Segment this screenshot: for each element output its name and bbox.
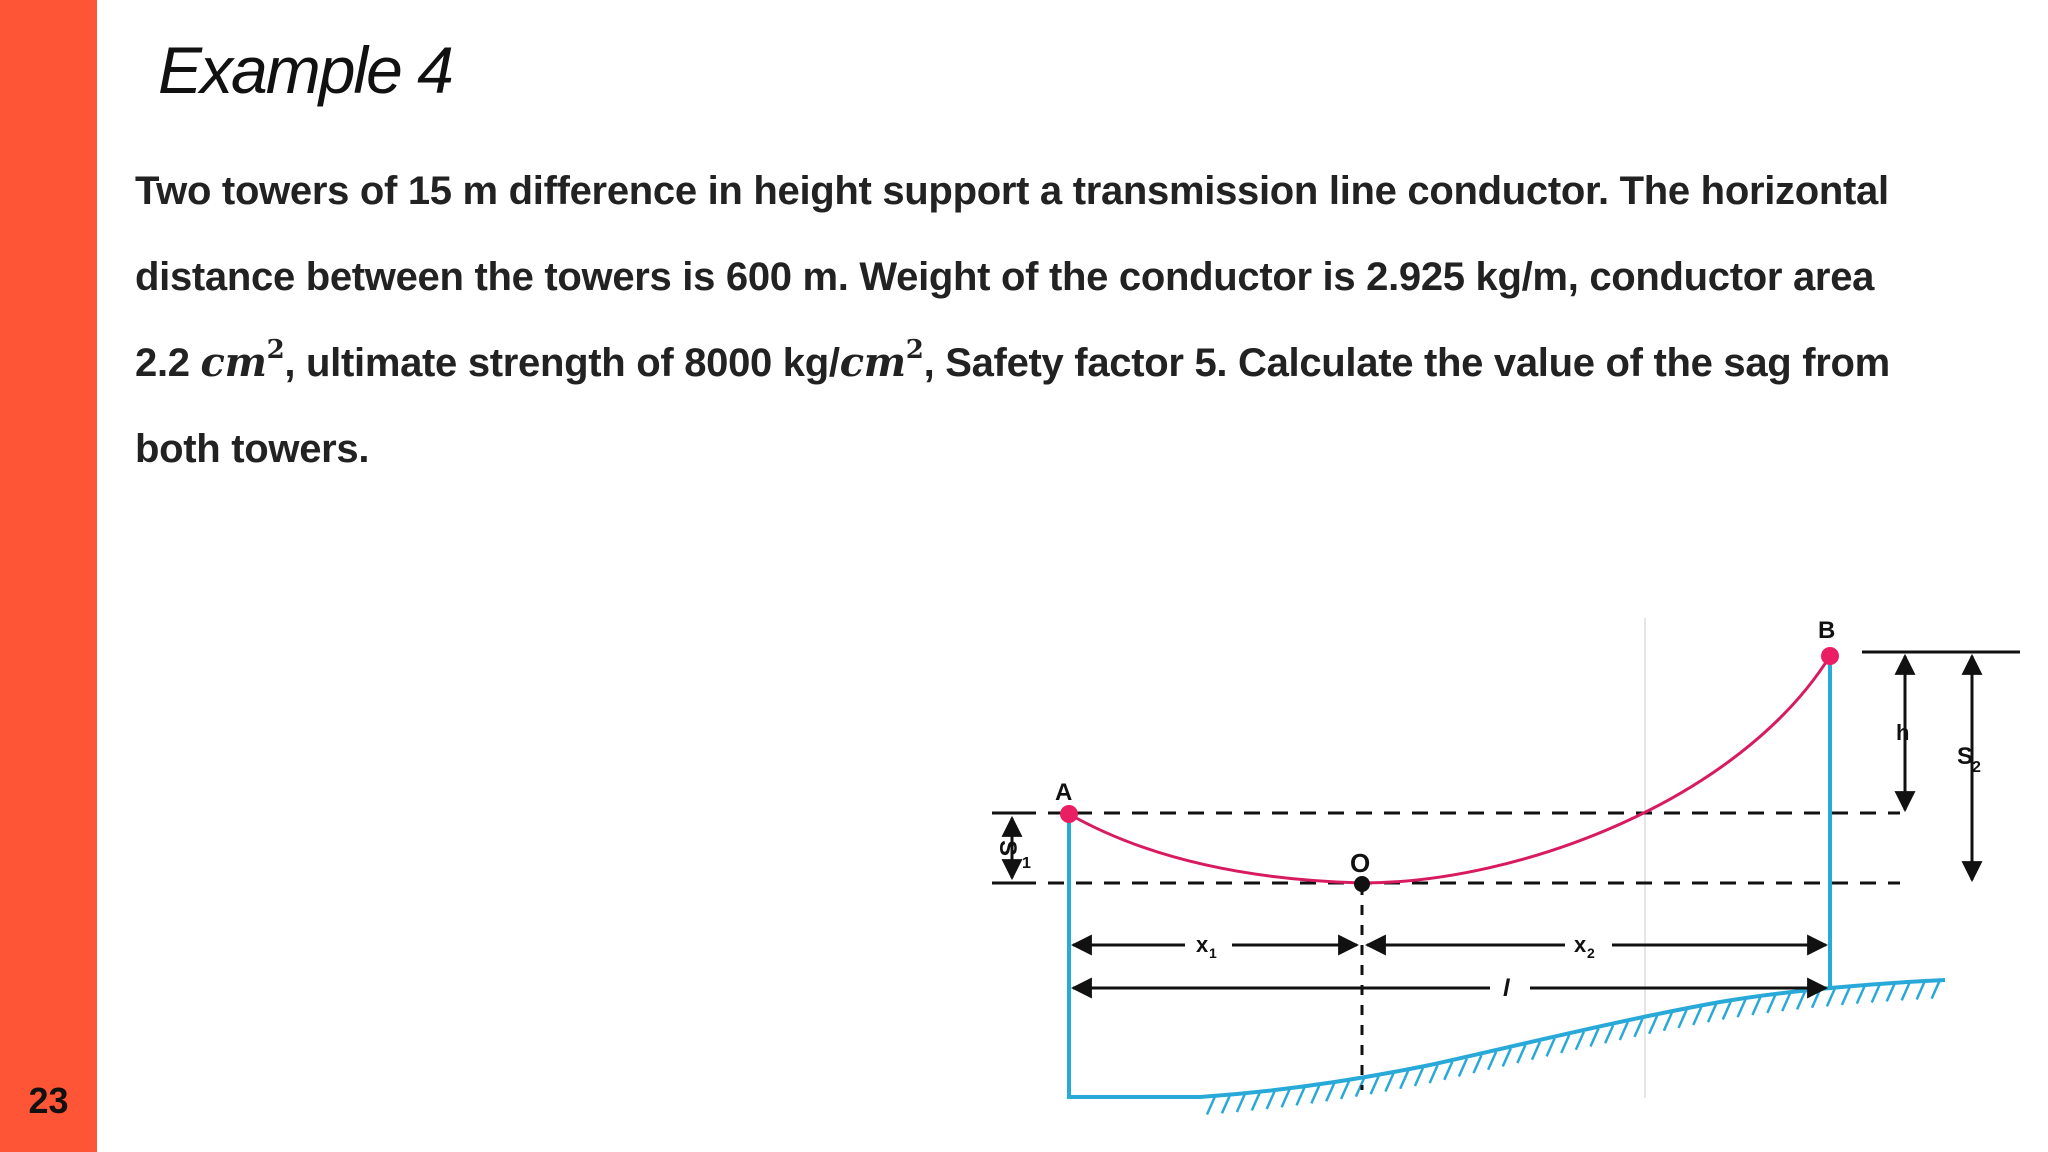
problem-line-3: [135, 320, 2015, 406]
strength-unit: $cm^2$: [839, 335, 924, 386]
ground-hatch-mark: [1797, 991, 1805, 1009]
ground-hatch-mark: [1738, 999, 1746, 1017]
problem-line-2: distance between the towers is 600 m. Weight of the conductor is 2.925 kg/m, conductor area: [135, 255, 1875, 299]
ground-hatch-mark: [1503, 1048, 1511, 1066]
label-o: O: [1350, 848, 1371, 878]
ground-hatch-mark: [1620, 1022, 1628, 1040]
strength-text: , ultimate strength of 8000 kg/: [284, 341, 840, 385]
ground-hatch-mark: [1237, 1094, 1245, 1112]
ground-hatch-mark: [1385, 1074, 1393, 1092]
ground-hatch-mark: [1932, 981, 1940, 999]
ground-hatch-mark: [1297, 1087, 1305, 1105]
area-unit: $cm^2$: [200, 335, 285, 386]
ground-hatch-mark: [1547, 1038, 1555, 1056]
ground-hatch-mark: [1517, 1045, 1525, 1063]
slide-accent-bar: [0, 0, 97, 1152]
safety-text: , Safety factor 5. Calculate the value of the sag from: [923, 341, 1890, 385]
ground-hatch-mark: [1827, 988, 1835, 1006]
ground-hatch-mark: [1723, 1002, 1731, 1020]
label-x1: x: [1196, 932, 1209, 957]
label-s1-sub: 1: [1022, 855, 1031, 872]
label-s2: S: [1957, 743, 1974, 770]
ground-hatch-mark: [1902, 982, 1910, 1000]
slide-number: 23: [28, 1080, 69, 1121]
label-x1-sub: 1: [1209, 945, 1217, 961]
problem-line-1: Two towers of 15 m difference in height support a transmission line conductor. The horizontal: [135, 169, 1889, 213]
ground-hatch-mark: [1532, 1042, 1540, 1060]
sag-diagram: [980, 600, 2020, 1120]
ground-hatch-mark: [1591, 1028, 1599, 1046]
ground-hatch-mark: [1872, 984, 1880, 1002]
label-x2-sub: 2: [1587, 945, 1595, 961]
ground-hatch-mark: [1415, 1068, 1423, 1086]
problem-statement: [135, 148, 2015, 492]
conductor-curve: [1069, 656, 1830, 883]
ground-hatch-mark: [1767, 995, 1775, 1013]
ground-hatch-mark: [1341, 1081, 1349, 1099]
label-x2: x: [1574, 932, 1587, 957]
slide-title: Example 4: [158, 33, 452, 107]
ground-hatch-mark: [1488, 1052, 1496, 1070]
label-h: h: [1896, 720, 1910, 745]
ground-hatch-mark: [1459, 1058, 1467, 1076]
problem-line-4: both towers.: [135, 427, 370, 471]
ground-hatch-mark: [1887, 983, 1895, 1001]
svg-text:S: S: [994, 840, 1021, 857]
ground-hatch-mark: [1371, 1076, 1379, 1094]
support-point-a: [1060, 805, 1078, 823]
ground-hatch-mark: [1752, 997, 1760, 1015]
support-point-b: [1821, 647, 1839, 665]
ground-hatch-mark: [1917, 981, 1925, 999]
ground-hatch-mark: [1693, 1007, 1701, 1025]
ground-hatch-mark: [1252, 1093, 1260, 1111]
ground-hatch-mark: [1842, 987, 1850, 1005]
ground-hatch-mark: [1857, 986, 1865, 1004]
ground-hatch-mark: [1222, 1095, 1230, 1113]
label-a: A: [1055, 779, 1073, 806]
ground-hatch-mark: [1267, 1091, 1275, 1109]
area-value: 2.2: [135, 341, 201, 385]
ground-hatch-mark: [1282, 1089, 1290, 1107]
ground-hatch-mark: [1782, 993, 1790, 1011]
ground-hatch-mark: [1311, 1085, 1319, 1103]
ground-hatch-mark: [1708, 1004, 1716, 1022]
ground-hatch-mark: [1326, 1083, 1334, 1101]
ground-hatch-mark: [1444, 1062, 1452, 1080]
ground-hatch-mark: [1649, 1016, 1657, 1034]
ground-hatch-mark: [1812, 990, 1820, 1008]
ground-hatch-mark: [1634, 1019, 1642, 1037]
label-s2-sub: 2: [1972, 759, 1981, 776]
ground-hatch-mark: [1474, 1055, 1482, 1073]
ground-hatch-mark: [1605, 1025, 1613, 1043]
label-span: l: [1503, 975, 1510, 1002]
ground-hatch-mark: [1576, 1032, 1584, 1050]
ground-hatch-mark: [1664, 1013, 1672, 1031]
ground-hatch-mark: [1400, 1071, 1408, 1089]
ground-hatch-mark: [1561, 1035, 1569, 1053]
lowest-point-o: [1354, 876, 1370, 892]
label-b: B: [1818, 617, 1836, 644]
ground-hatch-mark: [1679, 1010, 1687, 1028]
ground-hatch-mark: [1207, 1096, 1215, 1114]
ground-hatch-mark: [1430, 1065, 1438, 1083]
label-s1: [994, 840, 1021, 856]
